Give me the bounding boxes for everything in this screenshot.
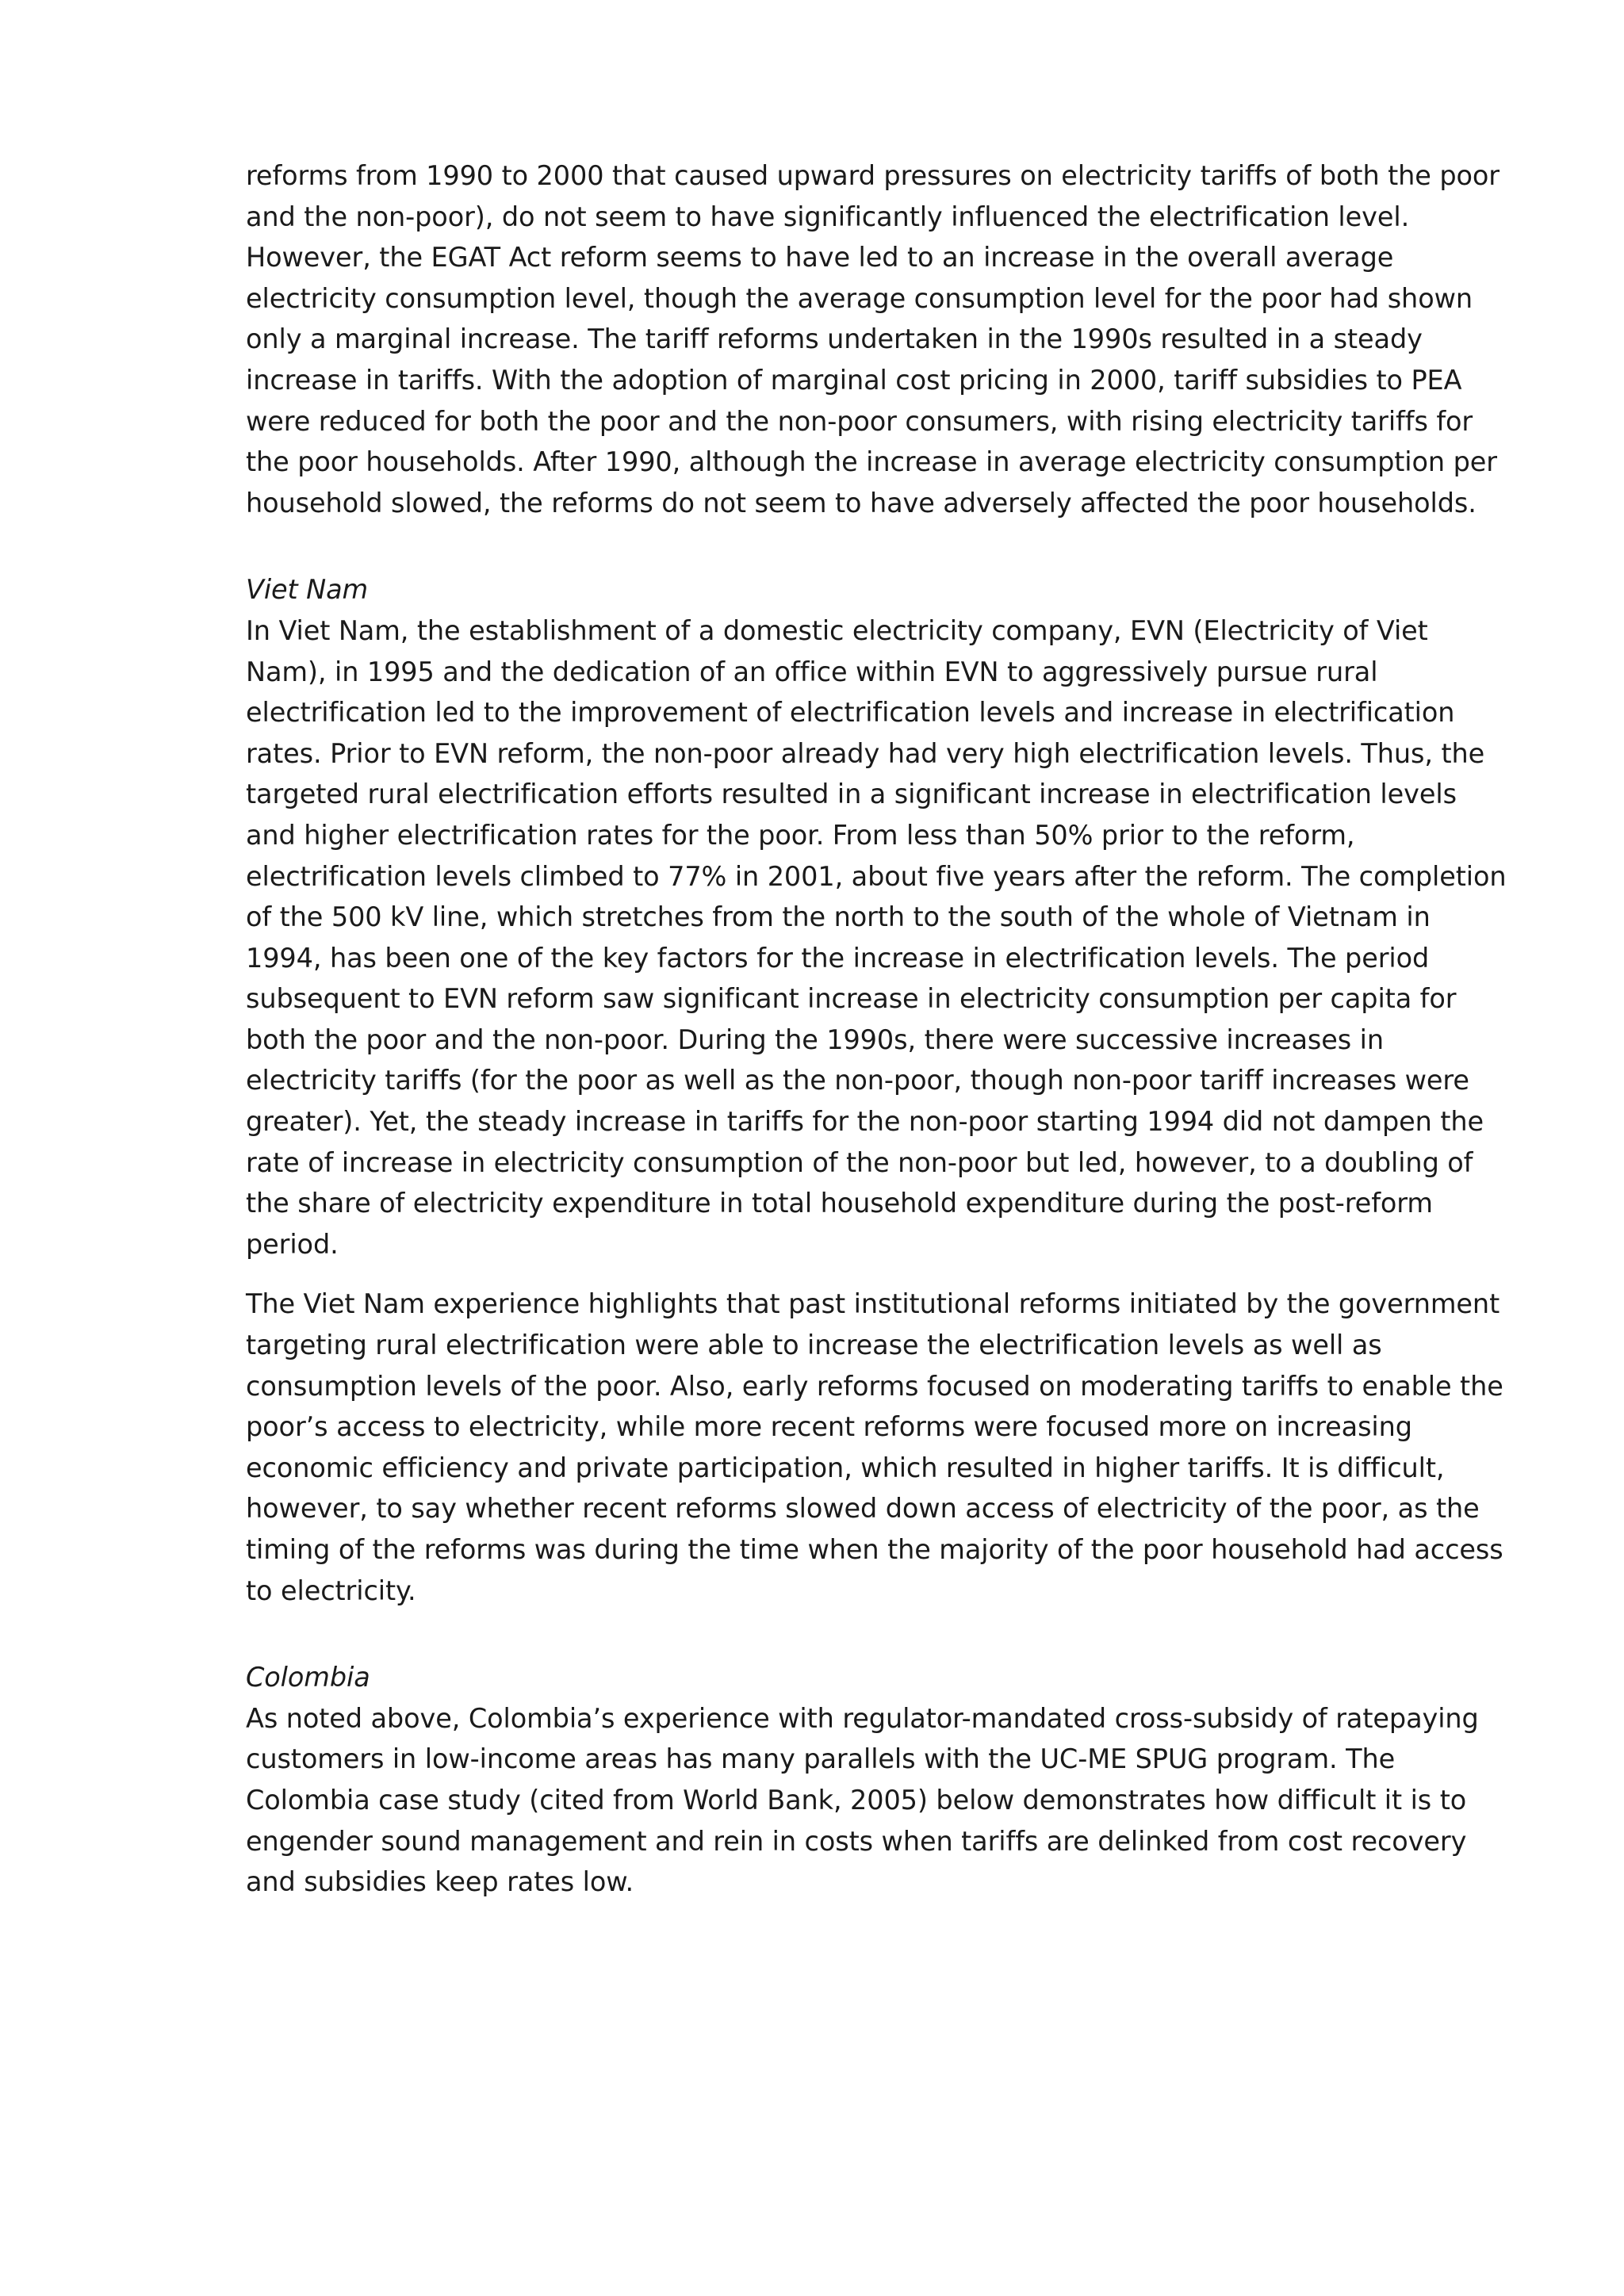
section-spacer [246,1611,1507,1657]
colombia-heading: Colombia [246,1662,370,1693]
viet-nam-paragraph-2: The Viet Nam experience highlights that past institutional reforms initiated by the government targeting rural electrification were able to increase the electrification levels as well as consumption levels of the poor. Also, early reforms focused on moderating tariffs to enable the poor’s access to electricity, while more recent reforms were focused more on increasing economic efficiency and private participation, which resulted in higher tariffs. It is difficult, however, to say whether recent reforms slowed down access of electricity of the poor, as the timing of the reforms was during the time when the majority of the poor household had access to electricity. [246,1288,1503,1606]
intro-paragraph: reforms from 1990 to 2000 that caused upward pressures on electricity tariffs of both the poor and the non-poor), do not seem to have significantly influenced the electrification level. However, the EGAT Act reform seems to have led to an increase in the overall average electricity consumption level, though the average consumption level for the poor had shown only a marginal increase. The tariff reforms undertaken in the 1990s resulted in a steady increase in tariffs. With the adoption of marginal cost pricing in 2000, tariff subsidies to PEA were reduced for both the poor and the non-poor consumers, with rising electricity tariffs for the poor households. After 1990, although the increase in average electricity consumption per household slowed, the reforms do not seem to have adversely affected the poor households. [246,160,1500,519]
viet-nam-paragraph-1: In Viet Nam, the establishment of a domestic electricity company, EVN (Electricity of Viet Nam), in 1995 and the dedication of an office within EVN to aggressively pursue rural electrification led to the improvement of electrification levels and increase in electrification rates. Prior to EVN reform, the non-poor already had very high electrification levels. Thus, the targeted rural electrification efforts resulted in a significant increase in electrification levels and higher electrification rates for the poor. From less than 50% prior to the reform, electrification levels climbed to 77% in 2001, about five years after the reform. The completion of the 500 kV line, which stretches from the north to the south of the whole of Vietnam in 1994, has been one of the key factors for the increase in electrification levels. The period subsequent to EVN reform saw significant increase in electricity consumption per capita for both the poor and the non-poor. During the 1990s, there were successive increases in electricity tariffs (for the poor as well as the non-poor, though non-poor tariff increases were greater). Yet, the steady increase in tariffs for the non-poor starting 1994 did not dampen the rate of increase in electricity consumption of the non-poor but led, however, to a doubling of the share of electricity expenditure in total household expenditure during the post-reform period. [246,614,1507,1260]
colombia-paragraph-1: As noted above, Colombia’s experience with regulator-mandated cross-subsidy of ratepaying customers in low-income areas has many parallels with the UC-ME SPUG program. The Colombia case study (cited from World Bank, 2005) below demonstrates how difficult it is to engender sound management and rein in costs when tariffs are delinked from cost recovery and subsidies keep rates low. [246,1702,1479,1898]
section-spacer [246,523,1507,569]
viet-nam-heading: Viet Nam [246,574,369,606]
paragraph-spacer [246,1265,1507,1284]
document-page [246,155,1507,1903]
